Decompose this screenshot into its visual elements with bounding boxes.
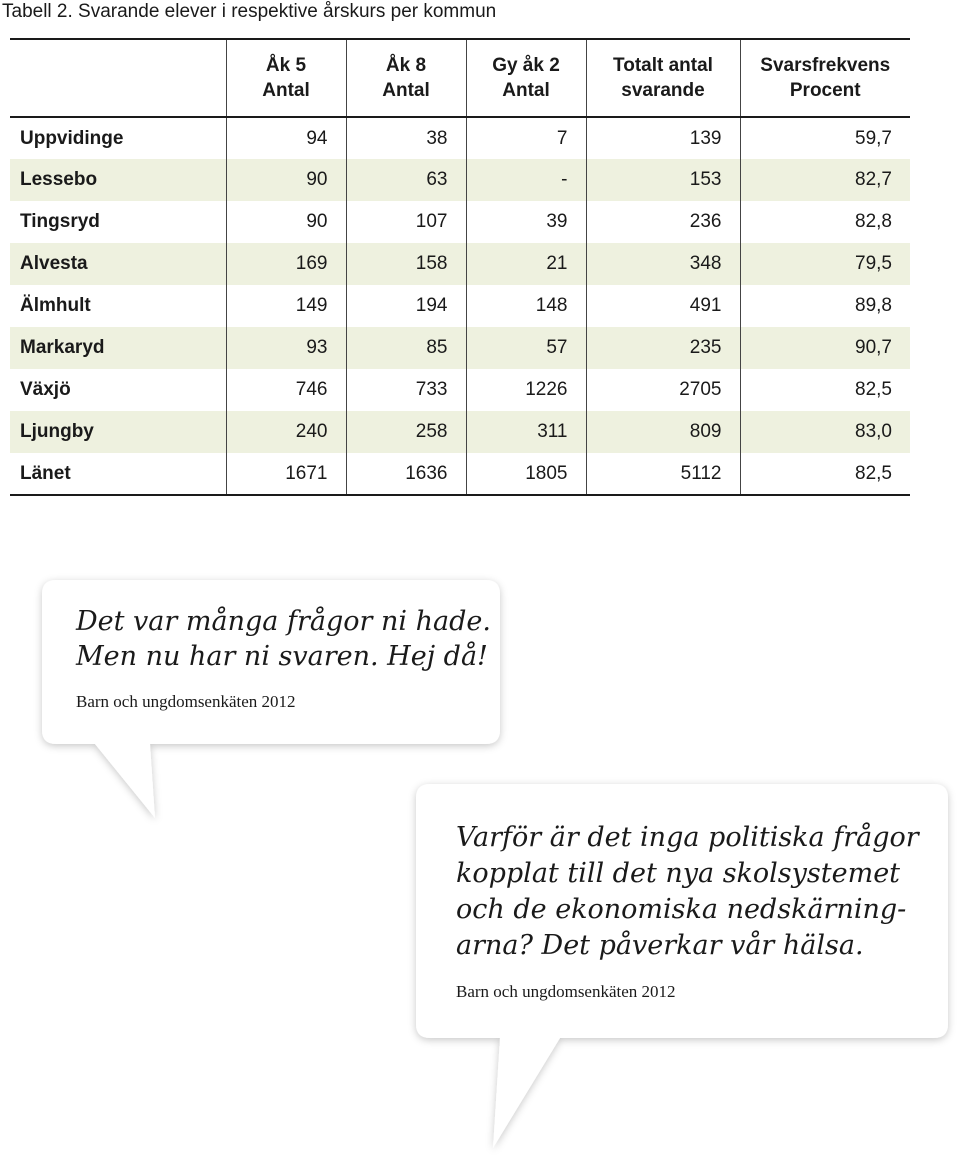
- cell-total: 809: [586, 411, 740, 453]
- cell-gy-ak2: 39: [466, 201, 586, 243]
- header-total-line2: svarande: [621, 80, 705, 101]
- header-ak8-line1: Åk 8: [385, 55, 427, 76]
- cell-total: 5112: [586, 453, 740, 495]
- cell-ak8: 85: [346, 327, 466, 369]
- bubble-1-quote: Det var många frågor ni hade. Men nu har ni svaren. Hej då!: [76, 606, 491, 672]
- cell-ak5: 93: [226, 327, 346, 369]
- cell-ak5: 90: [226, 201, 346, 243]
- cell-ak5: 94: [226, 117, 346, 159]
- cell-gy-ak2: 1805: [466, 453, 586, 495]
- cell-gy-ak2: 57: [466, 327, 586, 369]
- header-total-line1: Totalt antal: [613, 55, 713, 76]
- cell-total: 235: [586, 327, 740, 369]
- cell-gy-ak2: 148: [466, 285, 586, 327]
- cell-total: 348: [586, 243, 740, 285]
- cell-municipality: Tingsryd: [20, 211, 100, 232]
- cell-municipality: Växjö: [20, 379, 71, 400]
- bubble-1-content: [76, 604, 496, 712]
- cell-total: 139: [586, 117, 740, 159]
- cell-ak5: 1671: [226, 453, 346, 495]
- cell-gy-ak2: 1226: [466, 369, 586, 411]
- cell-total: 236: [586, 201, 740, 243]
- cell-response-rate: 82,5: [740, 453, 910, 495]
- cell-municipality: Lessebo: [20, 169, 98, 190]
- header-ak5-line2: Antal: [262, 80, 310, 101]
- cell-municipality: Länet: [10, 453, 226, 495]
- header-response-rate-line1: Svarsfrekvens: [760, 55, 891, 76]
- cell-ak8: 258: [346, 411, 466, 453]
- bubble-2-source: Barn och ungdomsenkäten 2012: [456, 982, 676, 1001]
- cell-municipality: Uppvidinge: [20, 127, 124, 149]
- cell-response-rate: 82,7: [740, 159, 910, 201]
- cell-ak5: 90: [226, 159, 346, 201]
- cell-municipality: Alvesta: [20, 253, 88, 274]
- header-gy-ak2-line2: Antal: [502, 80, 550, 101]
- cell-ak8: 733: [346, 369, 466, 411]
- table-caption: Tabell 2. Svarande elever i respektive årskurs per kommun: [2, 1, 497, 22]
- cell-response-rate: 82,5: [740, 369, 910, 411]
- cell-response-rate: 82,8: [740, 201, 910, 243]
- cell-gy-ak2: 21: [466, 243, 586, 285]
- cell-ak8: 38: [346, 117, 466, 159]
- cell-municipality: Markaryd: [20, 337, 105, 358]
- cell-response-rate: 59,7: [740, 117, 910, 159]
- cell-ak5: 746: [226, 369, 346, 411]
- cell-gy-ak2: 311: [466, 411, 586, 453]
- cell-ak8: 63: [346, 159, 466, 201]
- cell-total: 491: [586, 285, 740, 327]
- bubble-2-quote: Varför är det inga politiska frågor kopplat till det nya skolsystemet och de ekonomiska nedskärning- arna? Det påverkar vår hälsa.: [456, 822, 919, 961]
- header-ak8-line2: Antal: [382, 80, 430, 101]
- header-response-rate-line2: Procent: [789, 80, 861, 101]
- cell-ak8: 1636: [346, 453, 466, 495]
- cell-ak8: 158: [346, 243, 466, 285]
- cell-response-rate: 79,5: [740, 243, 910, 285]
- cell-total: 153: [586, 159, 740, 201]
- cell-municipality: Älmhult: [20, 295, 91, 316]
- cell-municipality: Ljungby: [20, 421, 94, 442]
- bubble-2-content: [456, 820, 936, 1002]
- cell-response-rate: 90,7: [740, 327, 910, 369]
- cell-ak8: 194: [346, 285, 466, 327]
- cell-ak8: 107: [346, 201, 466, 243]
- cell-ak5: 169: [226, 243, 346, 285]
- header-gy-ak2-line1: Gy åk 2: [492, 55, 560, 76]
- cell-response-rate: 83,0: [740, 411, 910, 453]
- cell-ak5: 149: [226, 285, 346, 327]
- cell-gy-ak2: 7: [466, 117, 586, 159]
- cell-response-rate: 89,8: [740, 285, 910, 327]
- header-ak5-line1: Åk 5: [265, 55, 307, 76]
- cell-ak5: 240: [226, 411, 346, 453]
- bubble-1-source: Barn och ungdomsenkäten 2012: [76, 692, 296, 711]
- cell-gy-ak2: -: [466, 159, 586, 201]
- cell-total: 2705: [586, 369, 740, 411]
